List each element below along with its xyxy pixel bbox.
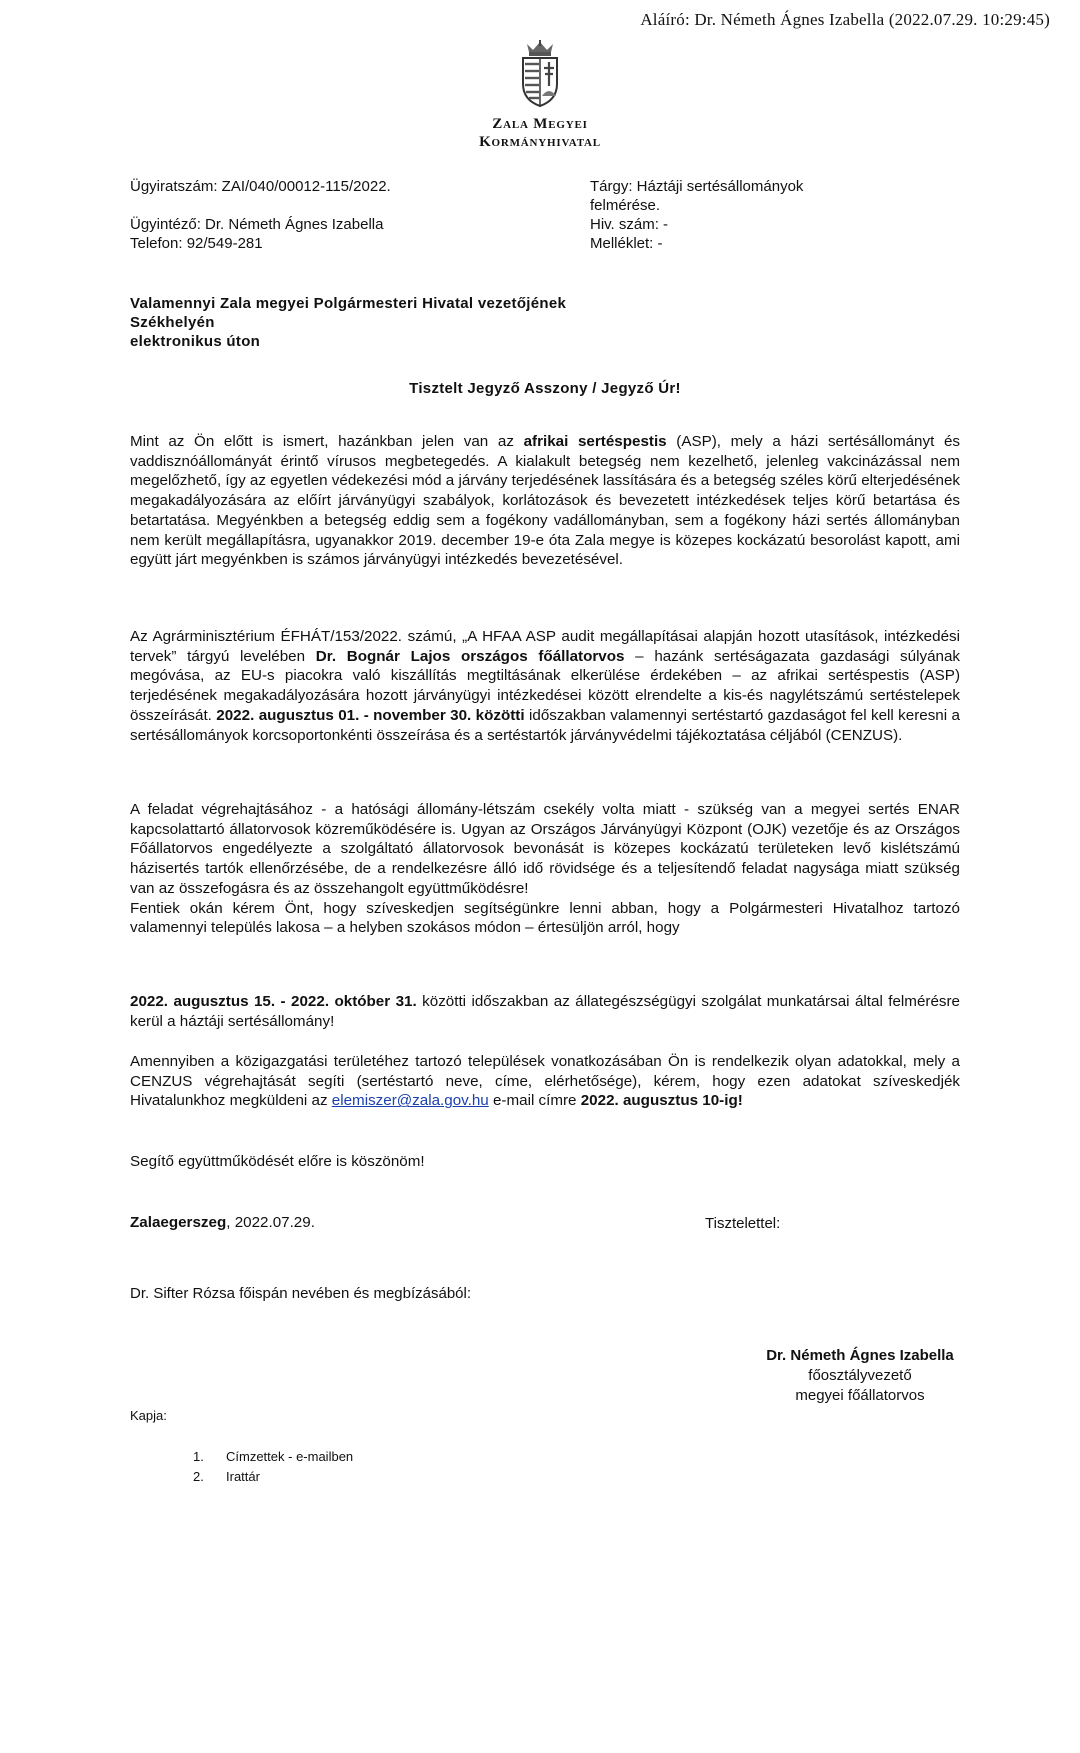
p2-text-e: időszakban valamennyi sertéstartó gazdaságot fel kell keresni a sertésállományok korcsoportonkénti összeírása és a sertéstartók járványvédelmi tájékoztatása céljából (CENZUS).: [130, 706, 960, 744]
distribution-item: Irattár: [226, 1469, 260, 1484]
office-name-line1: Zala Megyei: [492, 116, 588, 132]
p1-bold-disease: afrikai sertéspestis: [523, 433, 667, 450]
distribution-item-num: 1.: [193, 1449, 204, 1464]
p6-text-a: Amennyiben a közigazgatási területéhez tartozó települések vonatkozásában Ön is rendelkezik olyan adatokkal, mely a CENZUS végrehajtását segíti (sertéstartó neve, címe, elérhetősége), kérem, hogy ezen adatokat szíveskedjék Hivatalunkhoz megküldeni az: [130, 1053, 960, 1110]
p1-text-c: (ASP), mely a házi sertésállományt és vaddisznóállományát érintő vírusos megbetegedés. A kialakult betegség nem kezelhető, jelenleg vakcinázással nem megelőzhető, így az egyetlen védekezési mód a járvány terjedésének lassítására és a betegség széles körű elterjedésének megakadályozására az előírt járványügyi szabályok, korlátozások és bevezetett intézkedések teljes körű betartása és betartatása. Megyénkben a betegség eddig sem a fogékony vadállományban, sem a fogékony házi sertés állományban nem került megállapításra, ugyanakkor 2019. december 19-e óta Zala megye is közepes kockázatú besorolást kapott, ami együtt járt megyénkben is számos járványügyi intézkedés bevezetésével.: [130, 433, 960, 569]
signature-name: Dr. Németh Ágnes Izabella: [766, 1347, 954, 1364]
p2-text-c: – hazánk sertéságazata gazdasági súlyának megóvása, az EU-s piacokra való kiszállítás megtiltásának elkerülése érdekében – az afrikai sertéspestis (ASP) terjedésének megakadályozására hozott járványügyi intézkedései között elrendelte a kis-és nagylétszámú sertéstelepek összeírását.: [130, 647, 960, 724]
regards: Tisztelettel:: [705, 1215, 781, 1232]
p5-text-b: közötti időszakban az állategészségügyi szolgálat munkatársai által felmérésre kerül a háztáji sertésállomány!: [130, 993, 960, 1030]
reference-number: Hiv. szám: -: [590, 216, 669, 233]
on-behalf-line: Dr. Sifter Rózsa főispán nevében és megbízásából:: [130, 1285, 472, 1302]
hungarian-coat-of-arms-icon: [515, 40, 565, 108]
p2-bold-officer: Dr. Bognár Lajos országos főállatorvos: [315, 647, 625, 665]
p4-text: Fentiek okán kérem Önt, hogy szíveskedjen segítségünkre lenni abban, hogy a Polgármesteri Hivatalhoz tartozó valamennyi település lakosa – a helyben szokásos módon – értesüljön arról, hogy: [130, 899, 960, 937]
p6-text-b: e-mail címre: [488, 1092, 581, 1110]
case-number: Ügyiratszám: ZAI/040/00012-115/2022.: [130, 178, 391, 195]
addressee-line3: elektronikus úton: [130, 333, 261, 350]
email-link[interactable]: elemiszer@zala.gov.hu: [331, 1092, 489, 1110]
paragraph-6: [130, 1052, 960, 1111]
signature-title1: főosztályvezető: [808, 1367, 912, 1384]
distribution-item: Címzettek - e-mailben: [226, 1449, 354, 1464]
p2-text-a: Az Agrárminisztérium ÉFHÁT/153/2022. számú, „A HFAA ASP audit megállapításai alapján hozott utasítások, intézkedési tervek” tárgyú levelében: [130, 628, 960, 665]
attachment: Melléklet: -: [590, 235, 663, 252]
signature-title2: megyei főállatorvos: [795, 1387, 925, 1404]
p2-bold-period: 2022. augusztus 01. - november 30. közötti: [216, 706, 525, 724]
p5-bold-period: 2022. augusztus 15. - 2022. október 31.: [130, 993, 417, 1010]
distribution-label: Kapja:: [130, 1408, 167, 1423]
office-name-line2: Kormányhivatal: [479, 134, 601, 150]
p3-text: A feladat végrehajtásához - a hatósági állomány-létszám csekély volta miatt - szükség van a megyei sertés ENAR kapcsolattartó állatorvosok közreműködésére is. Ugyan az Országos Járványügyi Központ (OJK) vezetője és az Országos Főállatorvos engedélyezte a szolgáltató állatorvosok bevonását is közepes kockázatú területeken levő kislétszámú házisertés tartók ellenőrzésébe, de a rendelkezésre álló idő rövidsége és a teljesítendő feladat nagysága miatt szükség van az összefogásra és az összehangolt együttműködésre!: [130, 801, 960, 897]
p1-text-a: Mint az Ön előtt is ismert, hazánkban jelen van az: [130, 433, 524, 450]
phone: Telefon: 92/549-281: [130, 235, 263, 252]
addressee-line1: Valamennyi Zala megyei Polgármesteri Hivatal vezetőjének: [130, 295, 567, 312]
addressee-block: [130, 294, 566, 351]
signature-block: [700, 1346, 1020, 1406]
place-date: [130, 1213, 960, 1233]
subject-line1: Tárgy: Háztáji sertésállományok: [590, 178, 804, 195]
digital-signer-line: Aláíró: Dr. Németh Ágnes Izabella (2022.07.29. 10:29:45): [640, 10, 1050, 29]
p6-bold-deadline: 2022. augusztus 10-ig!: [580, 1092, 743, 1110]
paragraph-3: [130, 800, 960, 938]
officer: Ügyintéző: Dr. Németh Ágnes Izabella: [130, 216, 384, 233]
date: , 2022.07.29.: [226, 1214, 315, 1231]
paragraph-5: [130, 992, 960, 1031]
salutation: Tisztelt Jegyző Asszony / Jegyző Úr!: [409, 380, 681, 397]
subject-line2: felmérése.: [590, 197, 661, 214]
addressee-line2: Székhelyén: [130, 314, 215, 331]
paragraph-1: [130, 432, 960, 570]
place: Zalaegerszeg: [130, 1214, 227, 1231]
distribution-item-num: 2.: [193, 1469, 204, 1484]
paragraph-7: Segítő együttműködését előre is köszönöm!: [130, 1153, 425, 1170]
paragraph-2: [130, 627, 960, 745]
